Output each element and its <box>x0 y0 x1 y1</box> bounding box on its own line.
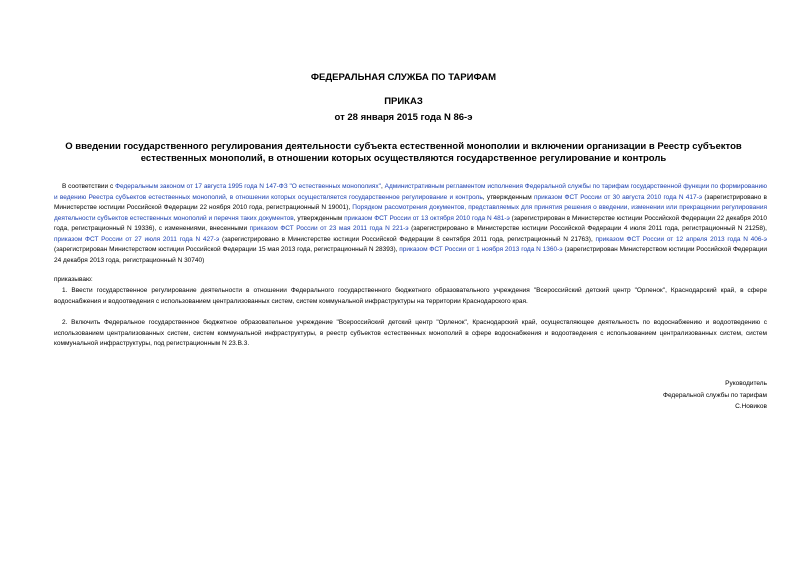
doc-date-number: от 28 января 2015 года N 86-э <box>334 112 473 123</box>
doc-type: ПРИКАЗ <box>384 96 423 107</box>
link-order-406[interactable]: приказом ФСТ России от 12 апреля 2013 года N 406-э <box>595 235 767 243</box>
link-order-427[interactable]: приказом ФСТ России от 27 июля 2011 года N 427-э <box>54 235 220 243</box>
link-order-1360[interactable]: приказом ФСТ России от 1 ноября 2013 года N 1360-э <box>399 246 563 253</box>
link-order-481[interactable]: приказом ФСТ России от 13 октября 2010 года N 481-э <box>344 214 510 222</box>
preamble-text: , утвержденным <box>293 214 345 222</box>
preamble-paragraph <box>54 182 767 266</box>
preamble-text: , утвержденным <box>482 193 534 201</box>
preamble-text: (зарегистрировано в Министерстве юстиции Российской Федерации 8 сентября 2011 года, регистрационный N 21763), <box>219 235 596 243</box>
signature-agency: Федеральной службы по тарифам <box>663 391 767 399</box>
agency-name: ФЕДЕРАЛЬНАЯ СЛУЖБА ПО ТАРИФАМ <box>310 72 497 83</box>
preamble-text: (зарегистрирован Министерством юстиции Российской Федерации 15 мая 2013 года, регистрационный N 28393), <box>54 246 400 253</box>
order-item-2: 2. Включить Федеральное государственное бюджетное образовательное учреждение "Всероссийский детский центр "Орленок", Краснодарский край, осуществляющее деятельность по водоснабжению и водоотведению с использованием централизованных систем, систем коммунальной инфраструктуры, в реестр субъектов естественных монополий в сфере водоснабжения и водоотведения с использованием централизованных систем, систем коммунальной инфраструктуры, под регистрационным N 23.В.3. <box>54 319 767 347</box>
signature-name: С.Новиков <box>735 403 767 410</box>
order-word: приказываю: <box>54 276 93 283</box>
link-order-221[interactable]: приказом ФСТ России от 23 мая 2011 года N 221-э <box>249 225 409 232</box>
preamble-text: (зарегистрировано в Министерстве юстиции Российской Федерации 4 июля 2011 года, регистрационный N 21258), <box>408 225 767 232</box>
doc-title: О введении государственного регулирования деятельности субъекта естественной монополии и включении организации в Реестр субъектов естественных монополий, в отношении которых осуществляются государственное регулирование и контроль <box>65 141 742 164</box>
signature-block <box>467 378 767 413</box>
preamble-text: (зарегистрирован в Министерстве юстиции Российской Федерации 22 декабря 2010 года, регистрационный N 19336), с изменениями, внесенными <box>54 214 768 232</box>
preamble-text: (зарегистрировано в Министерстве юстиции Российской Федерации 22 ноября 2010 года, регистрационный N 19001), <box>54 193 767 211</box>
preamble-text: (зарегистрирован Министерством юстиции Российской Федерации 24 декабря 2013 года, регистрационный N 30740) <box>54 246 767 264</box>
order-item-1: 1. Ввести государственное регулирование деятельности в отношении Федерального государственного бюджетного образовательного учреждения "Всероссийский детский центр "Орленок", Краснодарский край, в сфере водоснабжения и водоотведения с использованием централизованных систем, систем коммунальной инфраструктуры на территории Краснодарского края. <box>54 287 767 305</box>
preamble-text: , <box>380 183 385 190</box>
link-admin-regulation[interactable]: Административным регламентом исполнения Федеральной службы по тарифам государственной функции по формированию и ведению Реестра субъектов естественных монополий, в отношении которых осуществляется государственное регулирование и контроль <box>54 183 767 201</box>
link-federal-law[interactable]: Федеральным законом от 17 августа 1995 года N 147-ФЗ "О естественных монополиях" <box>115 183 381 190</box>
preamble-text: В соответствии с <box>62 183 116 190</box>
signature-position: Руководитель <box>725 380 767 387</box>
link-order-417[interactable]: приказом ФСТ России от 30 августа 2010 года N 417-э <box>534 193 703 201</box>
link-procedure[interactable]: Порядком рассмотрения документов, представляемых для принятия решения о введении, изменении или прекращении регулирования деятельности субъектов естественных монополий и перечня таких документов <box>54 204 767 222</box>
